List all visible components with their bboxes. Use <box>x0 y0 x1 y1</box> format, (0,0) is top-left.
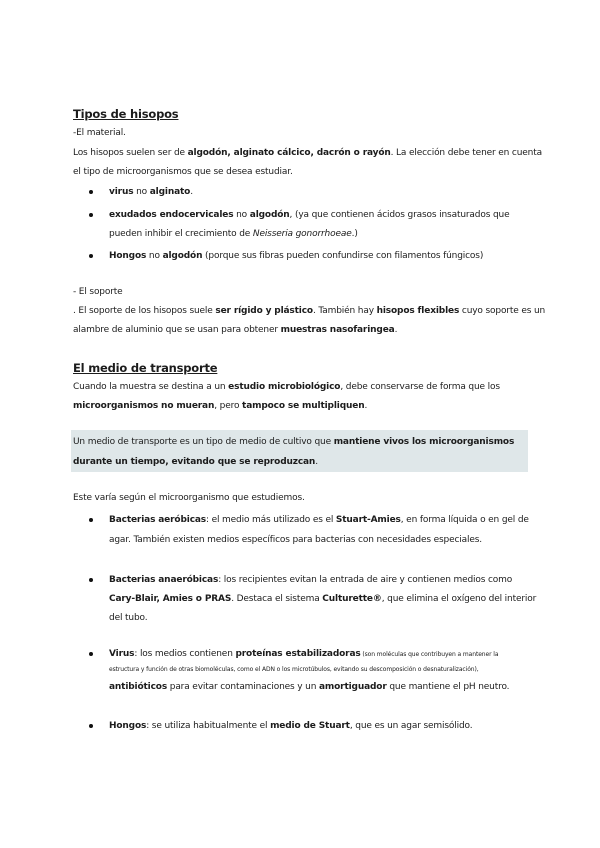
intro-varia: Este varía según el microorganismo que estudiemos. <box>73 493 305 503</box>
paragraph-materials-line1: Los hisopos suelen ser de algodón, alginato cálcico, dacrón o rayón. La elección debe tener en cuenta <box>73 148 542 158</box>
paragraph-soporte-line1: . El soporte de los hisopos suele ser rígido y plástico. También hay hisopos flexibles cuyo soporte es un <box>73 306 546 316</box>
bullet-dot <box>89 518 93 522</box>
bullet-dot <box>89 190 93 194</box>
bullet-dot <box>89 213 93 217</box>
paragraph-conservacion-line1: Cuando la muestra se destina a un estudio microbiológico, debe conservarse de forma que los <box>73 382 500 392</box>
soporte-label: - El soporte <box>73 287 123 297</box>
list-item-anaerobicas-line3: del tubo. <box>109 613 148 623</box>
material-label: -El material. <box>73 128 126 138</box>
list-item-exudados: exudados endocervicales no algodón, (ya que contienen ácidos grasos insaturados que <box>109 210 510 220</box>
bullet-dot <box>89 578 93 582</box>
list-item-exudados-line2: pueden inhibir el crecimiento de Neisseria gonorrhoeae.) <box>109 229 358 239</box>
list-item-hongos-medio: Hongos: se utiliza habitualmente el medio de Stuart, que es un agar semisólido. <box>109 721 473 731</box>
paragraph-soporte-line2: alambre de aluminio que se usan para obtener muestras nasofaringea. <box>73 325 398 335</box>
section-title-tipos-hisopos: Tipos de hisopos <box>73 107 179 121</box>
paragraph-materials-line2: el tipo de microorganismos que se desea estudiar. <box>73 167 293 177</box>
paragraph-conservacion-line2: microorganismos no mueran, pero tampoco se multipliquen. <box>73 401 368 411</box>
list-item-aerobicas-line2: agar. También existen medios específicos para bacterias con necesidades especiales. <box>109 535 482 545</box>
definition-line1: Un medio de transporte es un tipo de medio de cultivo que mantiene vivos los microorganismos <box>73 437 515 447</box>
bullet-dot <box>89 254 93 258</box>
list-item-virus: virus no alginato. <box>109 187 193 197</box>
definition-line2: durante un tiempo, evitando que se reproduzcan. <box>73 457 318 467</box>
bullet-dot <box>89 652 93 656</box>
bullet-dot <box>89 724 93 728</box>
list-item-virus-line3: antibióticos para evitar contaminaciones y un amortiguador que mantiene el pH neutro. <box>109 682 510 692</box>
list-item-aerobicas: Bacterias aeróbicas: el medio más utilizado es el Stuart-Amies, en forma líquida o en gel de <box>109 515 529 525</box>
list-item-anaerobicas-line2: Cary-Blair, Amies o PRAS. Destaca el sistema Culturette®, que elimina el oxígeno del interior <box>109 594 537 604</box>
list-item-virus-medio: Virus: los medios contienen proteínas estabilizadoras (son moléculas que contribuyen a mantener la <box>109 649 499 659</box>
list-item-hongos: Hongos no algodón (porque sus fibras pueden confundirse con filamentos fúngicos) <box>109 251 484 261</box>
list-item-virus-note: estructura y función de otras biomoléculas, como el ADN o los microtúbulos, evitando su descomposición o desnaturalización), <box>109 666 479 673</box>
list-item-anaerobicas: Bacterias anaeróbicas: los recipientes evitan la entrada de aire y contienen medios como <box>109 575 513 585</box>
section-title-medio-transporte: El medio de transporte <box>73 361 218 375</box>
